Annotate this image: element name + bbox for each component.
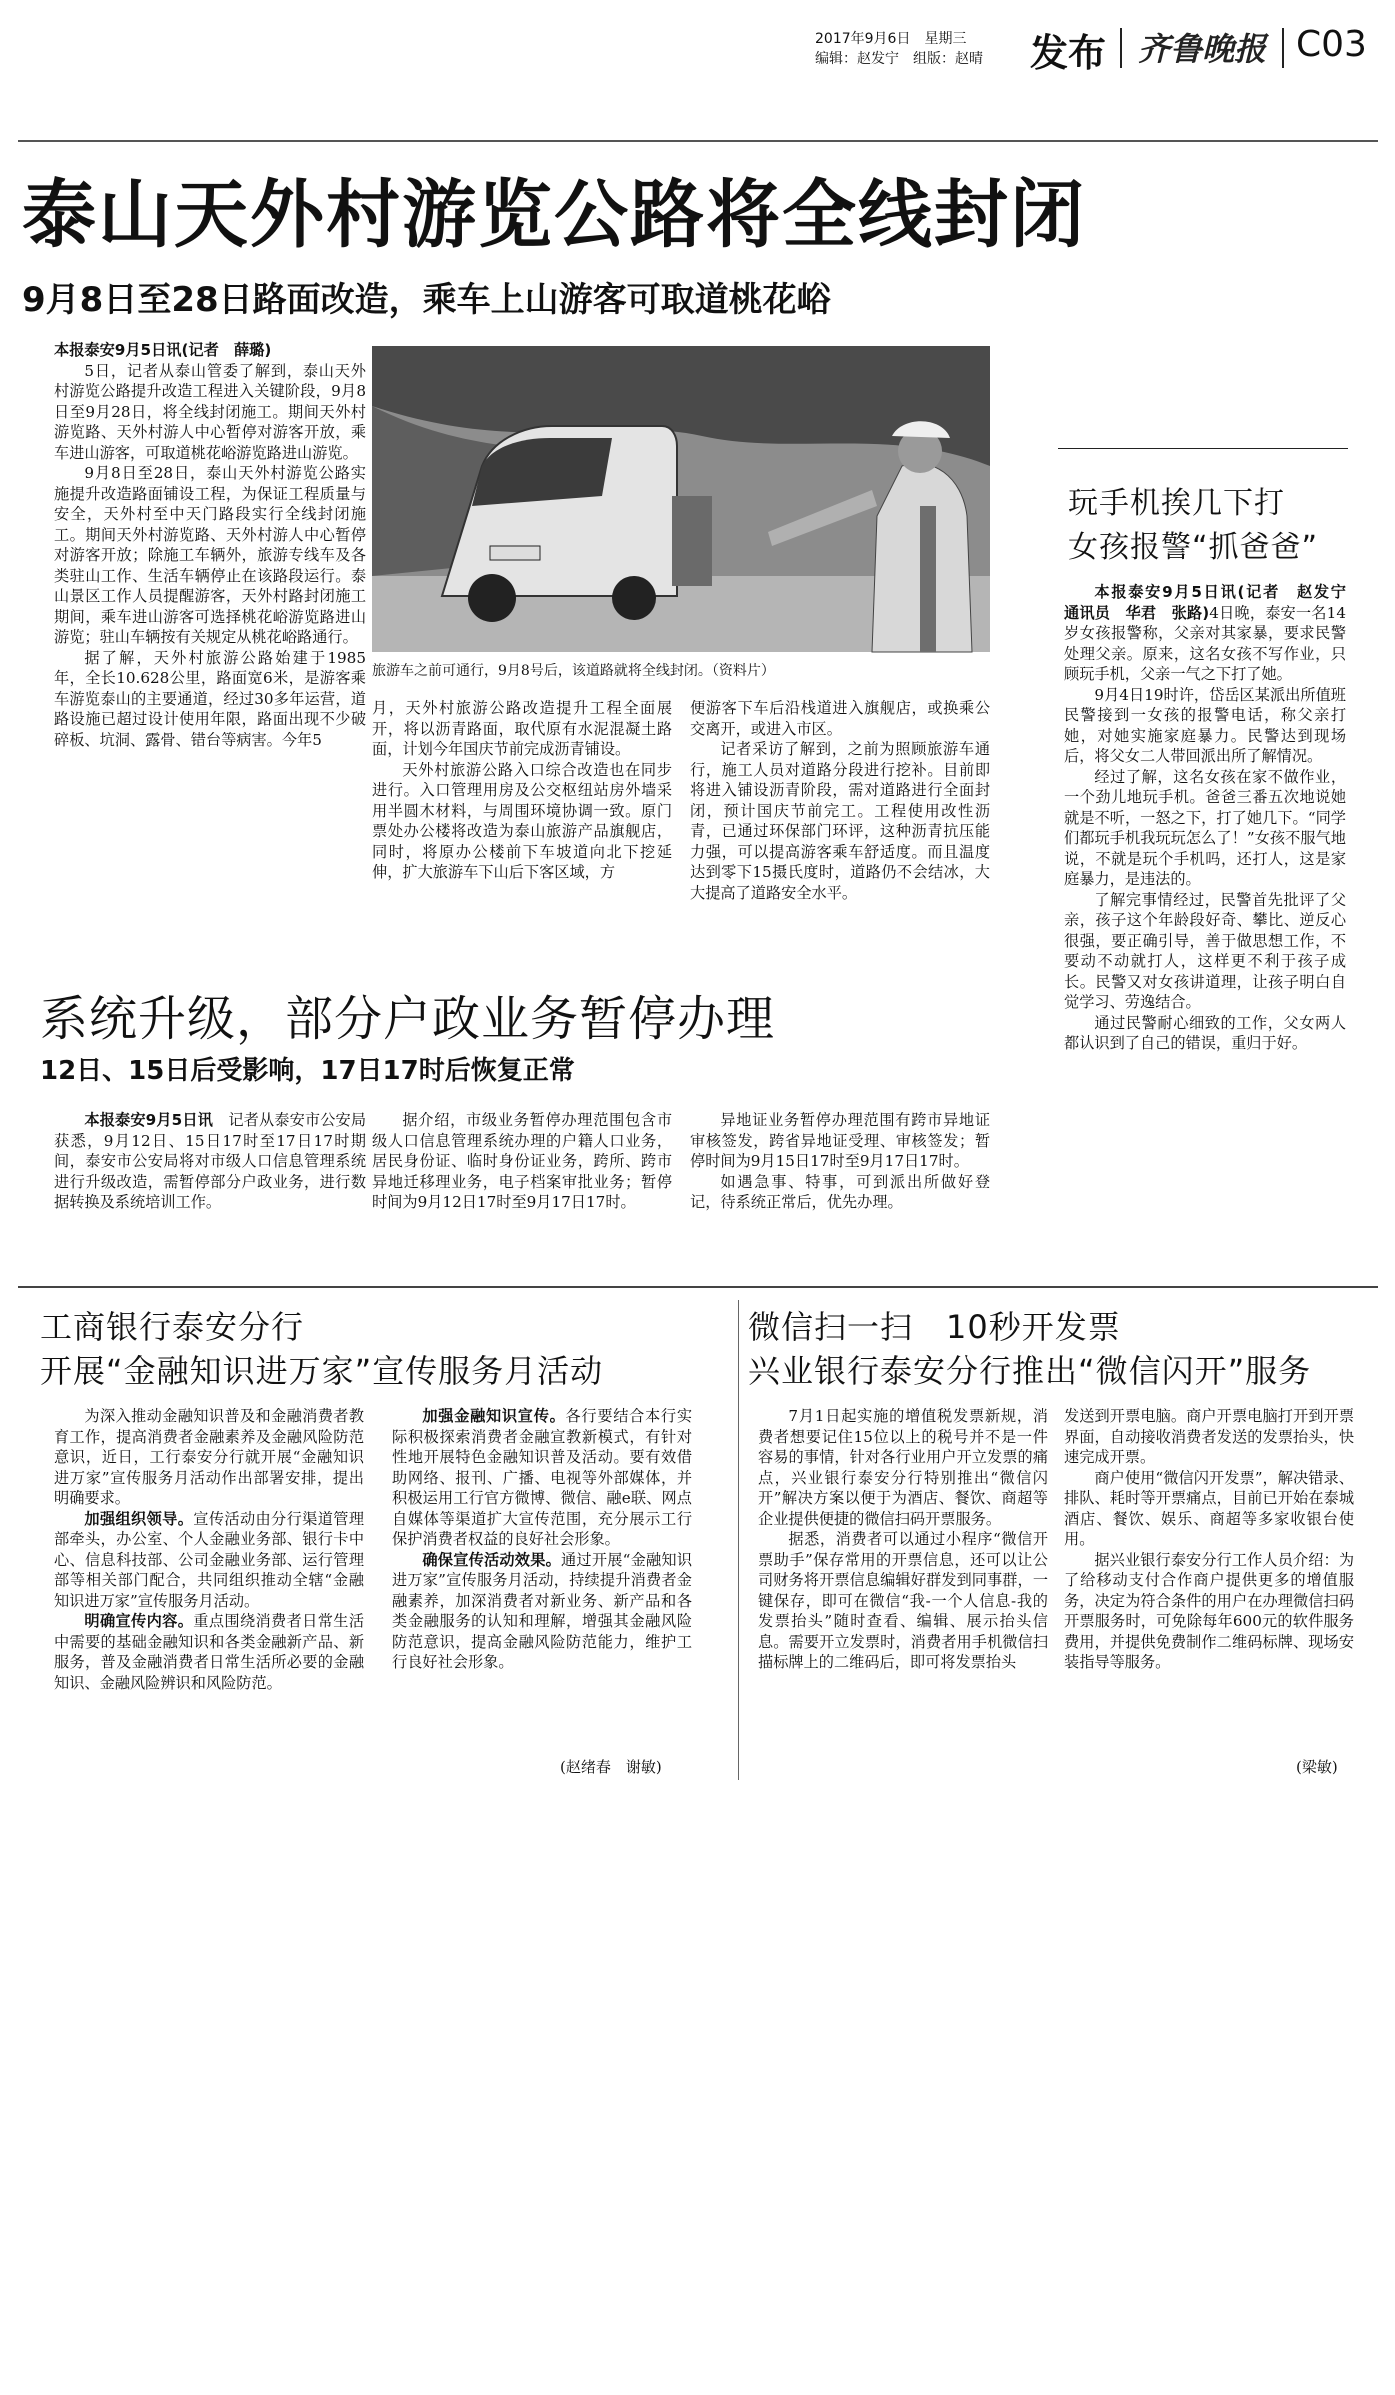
article3-top-rule xyxy=(1058,448,1348,449)
article5-column-1 xyxy=(758,1406,1048,1776)
article3-headline-line2: 女孩报警“抓爸爸” xyxy=(1068,530,1319,565)
article3-para: 4日晚，泰安一名14岁女孩报警称，父亲对其家暴，要求民警处理父亲。原来，这名女孩不写作业，只顾玩手机，父亲一气之下打了她。 xyxy=(1064,603,1346,683)
article5-headline-line2: 兴业银行泰安分行推出“微信闪开”服务 xyxy=(748,1352,1312,1390)
article1-column-1 xyxy=(54,340,366,940)
bus-photo xyxy=(372,346,990,652)
page-number: C03 xyxy=(1296,24,1367,65)
article4-headline-line1: 工商银行泰安分行 xyxy=(40,1308,305,1346)
article5-col1-para: 7月1日起实施的增值税发票新规，消费者想要记住15位以上的税号并不是一件容易的事情，针对各行业用户开立发票的痛点，兴业银行泰安分行特别推出“微信闪开”解决方案以便于为酒店、餐饮、商超等企业提供便捷的微信扫码开票服务。 xyxy=(758,1407,1048,1528)
article1-col2-para: 天外村旅游公路入口综合改造也在同步进行。入口管理用房及公交枢纽站房外墙采用半圆木材料，与周围环境协调一致。原门票处办公楼将改造为泰山旅游产品旗舰店，同时，将原办公楼前下车坡道向北下挖延伸，扩大旅游车下山后下客区域，方 xyxy=(372,760,672,881)
article1-col3-para: 便游客下车后沿栈道进入旗舰店，或换乘公交离开，或进入市区。 xyxy=(690,699,990,738)
article2-subhead: 12日、15日后受影响，17日17时后恢复正常 xyxy=(40,1056,575,1086)
article2-column-1 xyxy=(54,1110,366,1280)
article4-col1-para: 为深入推动金融知识普及和金融消费者教育工作，提高消费者金融素养及金融风险防范意识，近日，工行泰安分行就开展“金融知识进万家”宣传服务月活动作出部署安排，提出明确要求。 xyxy=(54,1407,364,1507)
article4-column-2 xyxy=(392,1406,692,1756)
article2-column-2 xyxy=(372,1110,672,1280)
article4-signature: (赵绪春 谢敏) xyxy=(560,1758,662,1776)
article3-para: 通过民警耐心细致的工作，父女两人都认识到了自己的错误，重归于好。 xyxy=(1064,1013,1346,1052)
article4-col1-para: 加强组织领导。宣传活动由分行渠道管理部牵头，办公室、个人金融业务部、银行卡中心、信息科技部、公司金融业务部、运行管理部等相关部门配合，共同组织推动全辖“金融知识进万家”宣传服务月活动。 xyxy=(54,1509,365,1610)
article5-headline-line1: 微信扫一扫 10秒开发票 xyxy=(748,1308,1121,1346)
article3-body xyxy=(1064,582,1362,1282)
article2-column-3 xyxy=(690,1110,990,1280)
article3-headline-line1: 玩手机挨几下打 xyxy=(1068,486,1285,521)
article2-col3-para: 异地证业务暂停办理范围有跨市异地证审核签发，跨省异地证受理、审核签发；暂停时间为9月15日17时至9月17日17时。 xyxy=(690,1111,990,1170)
article4-col2-para: 加强金融知识宣传。各行要结合本行实际积极探索消费者金融宣教新模式，有针对性地开展特色金融知识普及活动。要有效借助网络、报刊、广播、电视等外部媒体，并积极运用工行官方微博、微信、融e联、网点自媒体等渠道扩大宣传范围，充分展示工行保护消费者权益的良好社会形象。 xyxy=(392,1407,693,1548)
article3-para: 9月4日19时许，岱岳区某派出所值班民警接到一女孩的报警电话，称父亲打她，对她实施家庭暴力。民警达到现场后，将父女二人带回派出所了解情况。 xyxy=(1064,685,1346,765)
article5-col2-para: 商户使用“微信闪开发票”，解决错录、排队、耗时等开票痛点，目前已开始在泰城酒店、餐饮、娱乐、商超等多家收银台使用。 xyxy=(1064,1468,1354,1548)
article1-headline: 泰山天外村游览公路将全线封闭 xyxy=(22,172,1086,258)
header-editors: 编辑：赵发宁 组版：赵晴 xyxy=(815,51,983,67)
article1-column-3 xyxy=(690,698,990,942)
article5-col2-para: 发送到开票电脑。商户开票电脑打开到开票界面，自动接收消费者发送的发票抬头，快速完成开票。 xyxy=(1064,1407,1354,1466)
article2-byline: 本报泰安9月5日讯 xyxy=(84,1111,213,1129)
article1-col3-para: 记者采访了解到，之前为照顾旅游车通行，施工人员对道路分段进行挖补。目前即将进入铺设沥青阶段，需对道路进行全面封闭，预计国庆节前完工。工程使用改性沥青，已通过环保部门环评，这种沥青抗压能力强，可以提高游客乘车舒适度。而且温度达到零下15摄氏度时，道路仍不会结冰，大大提高了道路安全水平。 xyxy=(690,740,990,902)
article1-col1-para: 5日，记者从泰山管委了解到，泰山天外村游览公路提升改造工程进入关键阶段，9月8日至9月28日，将全线封闭施工。期间天外村游览路、天外村游人中心暂停对游客开放，乘车进山游客，可取道桃花峪游览路进山游览。 xyxy=(54,361,366,462)
article5-signature: (梁敏) xyxy=(1296,1758,1338,1776)
masthead-rule xyxy=(18,140,1378,142)
article3-byline: 本报泰安9月5日讯(记者 赵发宁 通讯员 华君 张路) xyxy=(1064,583,1362,622)
article2-col3-para: 如遇急事、特事，可到派出所做好登记，待系统正常后，优先办理。 xyxy=(690,1172,990,1211)
article4-col1-para: 明确宣传内容。重点围绕消费者日常生活中需要的基础金融知识和各类金融新产品、新服务，普及金融消费者日常生活所必要的金融知识、金融风险辨识和风险防范。 xyxy=(54,1612,365,1692)
article4-col2-para: 确保宣传活动效果。通过开展“金融知识进万家”宣传服务月活动，持续提升消费者金融素养，加深消费者对新业务、新产品和各类金融服务的认知和理解，增强其金融风险防范意识，提高金融风险防范能力，维护工行良好社会形象。 xyxy=(392,1550,693,1671)
article4-column-1 xyxy=(54,1406,364,1776)
section-title: 发布 xyxy=(1030,31,1107,75)
article4-headline-line2: 开展“金融知识进万家”宣传服务月活动 xyxy=(40,1352,604,1390)
header-date: 2017年9月6日 星期三 xyxy=(815,31,967,47)
article2-col2-para: 据介绍，市级业务暂停办理范围包含市级人口信息管理系统办理的户籍人口业务，居民身份证、临时身份证业务，跨所、跨市异地迁移理业务，电子档案审批业务；暂停时间为9月12日17时至9月17日17时。 xyxy=(372,1111,672,1211)
article1-col2-para: 月，天外村旅游公路改造提升工程全面展开，将以沥青路面，取代原有水泥混凝土路面，计划今年国庆节前完成沥青铺设。 xyxy=(372,699,672,758)
article1-col1-para: 据了解，天外村旅游公路始建于1985年，全长10.628公里，路面宽6米，是游客乘车游览泰山的主要通道，经过30多年运营，道路设施已超过设计使用年限，路面出现不少破碎板、坑洞、露骨、错台等病害。今年5 xyxy=(54,648,366,749)
article1-byline: 本报泰安9月5日讯(记者 薛璐) xyxy=(54,341,272,359)
newspaper-logo: 齐鲁晚报 xyxy=(1138,30,1267,68)
section-divider xyxy=(18,1286,1378,1288)
article5-col1-para: 据悉，消费者可以通过小程序“微信开票助手”保存常用的开票信息，还可以让公司财务将开票信息编辑好群发到同事群，一键保存，即可在微信“我-一个人信息-我的发票抬头”随时查看、编辑、展示抬头信息。需要开立发票时，消费者用手机微信扫描标牌上的二维码后，即可将发票抬头 xyxy=(758,1530,1048,1671)
article3-para: 了解完事情经过，民警首先批评了父亲，孩子这个年龄段好奇、攀比、逆反心很强，要正确引导，善于做思想工作，不要动不动就打人，这样更不利于孩子成长。民警又对女孩讲道理，让孩子明白自觉学习、劳逸结合。 xyxy=(1064,890,1346,1011)
article1-column-2 xyxy=(372,698,672,942)
article2-headline: 系统升级，部分户政业务暂停办理 xyxy=(40,991,776,1047)
article1-subhead: 9月8日至28日路面改造，乘车上山游客可取道桃花峪 xyxy=(22,280,831,320)
masthead-divider xyxy=(1120,28,1122,68)
column-divider xyxy=(738,1300,739,1780)
masthead-divider-2 xyxy=(1282,28,1284,68)
article5-column-2 xyxy=(1064,1406,1354,1756)
article5-col2-para: 据兴业银行泰安分行工作人员介绍：为了给移动支付合作商户提供更多的增值服务，决定为符合条件的用户在办理微信扫码开票服务时，可免除每年600元的软件服务费用，并提供免费制作二维码标牌、现场安装指导等服务。 xyxy=(1064,1550,1354,1671)
article2-col1-text: 记者从泰安市公安局获悉，9月12日、15日17时至17日17时期间，泰安市公安局将对市级人口信息管理系统进行升级改造，需暂停部分户政业务，进行数据转换及系统培训工作。 xyxy=(54,1111,367,1211)
article3-para: 经过了解，这名女孩在家不做作业，一个劲儿地玩手机。爸爸三番五次地说她就是不听，一怒之下，打了她几下。“同学们都玩手机我玩玩怎么了！”女孩不服气地说，不就是玩个手机吗，还打人，这是家庭暴力，是违法的。 xyxy=(1064,767,1346,888)
photo-caption: 旅游车之前可通行，9月8号后，该道路就将全线封闭。（资料片） xyxy=(372,663,775,679)
article1-col1-para: 9月8日至28日，泰山天外村游览公路实施提升改造路面铺设工程，为保证工程质量与安全，天外村至中天门路段实行全线封闭施工。期间天外村游览路、天外村游人中心暂停对游客开放；除施工车辆外，旅游专线车及各类驻山工作、生活车辆停止在该路段运行。泰山景区工作人员提醒游客，天外村路封闭施工期间，乘车进山游客可选择桃花峪游览路进山游览；驻山车辆按有关规定从桃花峪路通行。 xyxy=(54,464,366,646)
